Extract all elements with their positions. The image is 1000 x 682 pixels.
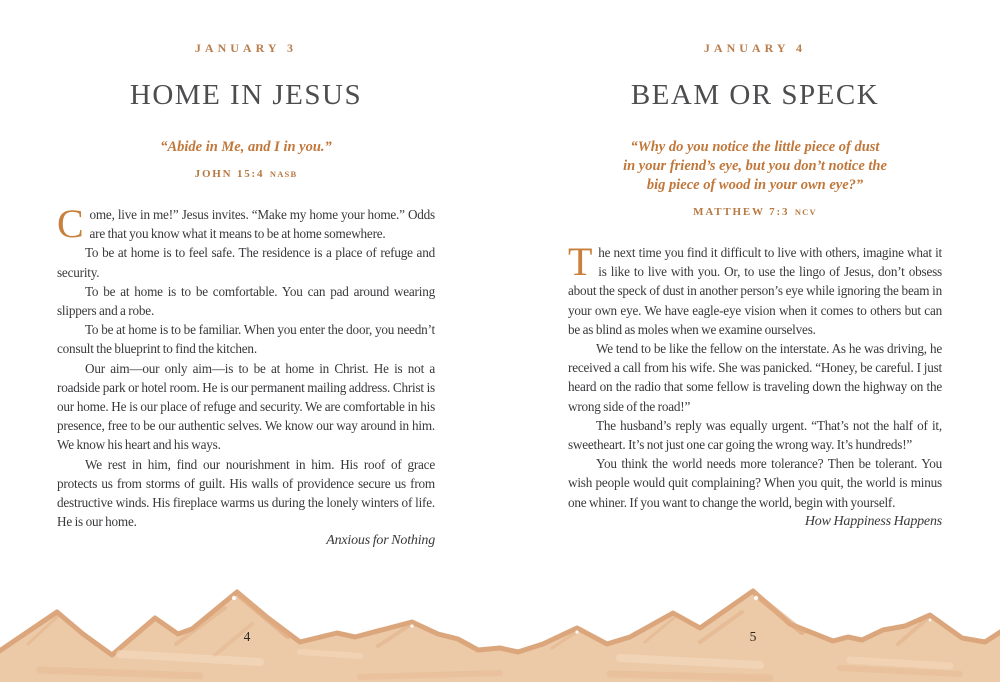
page-title: BEAM OR SPECK: [630, 79, 880, 111]
paragraph-text: he next time you find it difficult to live with others, imagine what it is like to live with you. Or, to use the lingo of Jesus, don’t obsess about the speck of dust in another person’s eye while ignoring the beam in your own eye. We have eagle-eye vision when it comes to others but can be as blind as moles when we examine ourselves.: [568, 245, 942, 337]
right-page-content: [568, 0, 942, 531]
paragraph: [568, 239, 942, 339]
paragraph: You think the world needs more tolerance? Then be tolerant. You wish people would quit complaining? When you quit, the world is minus one whiner. If you want to change the world, begin with yourself.: [568, 456, 942, 510]
source-attribution: How Happiness Happens: [804, 513, 942, 529]
quote-line: “Why do you notice the little piece of dust: [630, 139, 880, 155]
paragraph: We tend to be like the fellow on the interstate. As he was driving, he received a call from his wife. She was panicked. “Honey, be careful. I just heard on the radio that some fellow is traveling down the highway on the wrong side of the road!”: [568, 341, 942, 414]
page-number: 5: [749, 629, 757, 644]
paragraph: We rest in him, find our nourishment in him. His roof of grace protects us from storms of guilt. His walls of providence secure us from destructive winds. His fireplace warms us during the lonely winters of life. He is our home.: [57, 456, 435, 530]
date-heading: JANUARY 3: [194, 41, 298, 55]
page-title: HOME IN JESUS: [129, 79, 363, 111]
paragraph: [57, 201, 435, 246]
bible-version: NASB: [269, 169, 298, 179]
paragraph: The husband’s reply was equally urgent. “That’s not the half of it, sweetheart. It’s not just one car going the wrong way. It’s hundreds!”: [568, 417, 942, 453]
mountain-illustration: [0, 582, 1000, 682]
reference-text: JOHN 15:4: [194, 168, 265, 180]
drop-cap: C: [57, 201, 84, 246]
devotional-body: [568, 239, 942, 531]
paragraph-text: ome, live in me!” Jesus invites. “Make my home your home.” Odds are that you know what it means to be at home somewhere.: [89, 207, 435, 242]
paragraph: To be at home is to be familiar. When you enter the door, you needn’t consult the blueprint to find the kitchen.: [57, 322, 435, 357]
quote-line: big piece of wood in your own eye?”: [646, 177, 864, 193]
source-attribution: Anxious for Nothing: [326, 533, 435, 549]
page-number: 4: [243, 629, 251, 644]
paragraph: To be at home is to feel safe. The residence is a place of refuge and security.: [57, 245, 435, 280]
scripture-quote: [568, 138, 942, 195]
drop-cap: T: [568, 239, 593, 284]
right-page: [500, 0, 1000, 682]
scripture-quote: [57, 138, 435, 157]
paragraph: Our aim—our only aim—is to be at home in Christ. He is not a roadside park or hotel room. He is our permanent mailing address. Christ is our home. He is our place of refuge and security. We are comfortable in his presence, free to be our authentic selves. We know our way around in him. We know his heart and his ways.: [57, 360, 435, 453]
paragraph: To be at home is to be comfortable. You can pad around wearing slippers and a robe.: [57, 283, 435, 319]
quote-line: “Abide in Me, and I in you.”: [160, 139, 332, 155]
scripture-reference: [57, 168, 435, 181]
scripture-reference: [568, 206, 942, 219]
devotional-body: [57, 201, 435, 551]
quote-line: in your friend’s eye, but you don’t notice the: [623, 158, 887, 174]
bible-version: NCV: [794, 207, 817, 217]
reference-text: MATTHEW 7:3: [693, 206, 790, 218]
date-heading: JANUARY 4: [703, 41, 807, 55]
left-page-content: [57, 0, 435, 551]
